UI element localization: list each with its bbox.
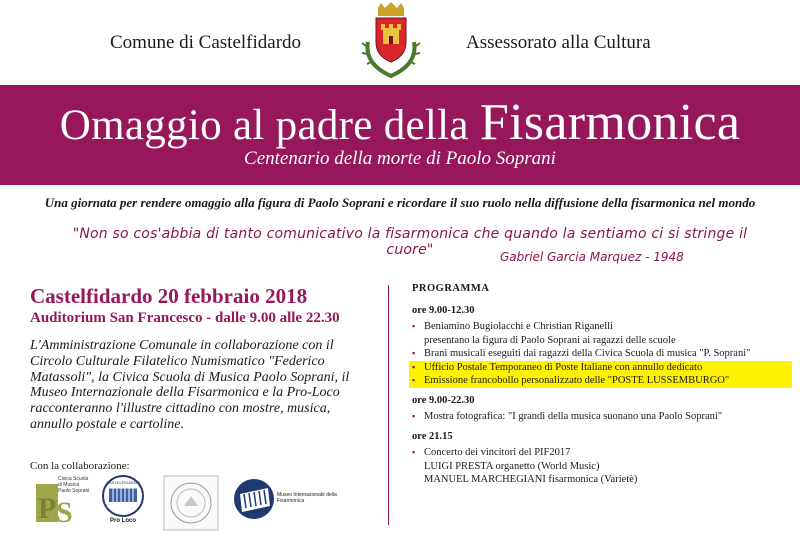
program-item-highlighted: ▪ Ufficio Postale Temporaneo di Poste Italiane con annullo dedicato: [409, 361, 792, 375]
assessorato-label: Assessorato alla Cultura: [466, 32, 651, 53]
tagline: Una giornata per rendere omaggio alla figura di Paolo Soprani e ricordare il suo ruolo nella diffusione della fisarmonica nel mondo: [44, 195, 756, 210]
program-item-continued: LUIGI PRESTA organetto (World Music): [424, 460, 600, 472]
program-item: ▪ Brani musicali eseguiti dai ragazzi della Civica Scuola di musica "P. Soprani": [412, 347, 792, 361]
page-subtitle: Centenario della morte di Paolo Soprani: [244, 148, 556, 169]
collaboration-label: Con la collaborazione:: [30, 460, 130, 472]
slot-time: ore 21.15: [412, 430, 453, 442]
music-school-logo: [34, 474, 90, 526]
comune-label: Comune di Castelfidardo: [110, 32, 302, 53]
svg-text:S: S: [56, 496, 73, 526]
event-place: Auditorium San Francesco - dalle 9.00 alle 22.30: [30, 310, 340, 326]
title-part-b: Fisarmonica: [479, 94, 741, 151]
program-item: ▪ Concerto dei vincitori del PIF2017: [412, 446, 792, 460]
program-item: ▪ Beniamino Bugiolacchi e Christian Riganelli: [412, 320, 792, 334]
program-item: ▪ Mostra fotografica: "I grandi della musica suonano una Paolo Soprani": [412, 410, 792, 424]
program-item-continued: presentano la figura di Paolo Soprani ai ragazzi delle scuole: [424, 334, 676, 346]
slot-time: ore 9.00-12.30: [412, 304, 475, 316]
title-part-a: Omaggio al padre della: [59, 102, 469, 149]
quote-text: "Non so cos'abbia di tanto comunicativo la fisarmonica che quando la sentiamo ci si stringe il cuore": [72, 226, 748, 258]
town-crest-icon: [358, 2, 424, 80]
music-school-logo-text: Civica Scuola di Musica Paolo Soprani: [58, 476, 90, 494]
program-item-highlighted: ▪ Emissione francobollo personalizzato delle "POSTE LUSSEMBURGO": [409, 374, 792, 388]
philatelic-circle-logo: [162, 474, 220, 532]
program-item-continued: MANUEL MARCHEGIANI fisarmonica (Varietè): [424, 474, 638, 485]
pro-loco-logo-top: CASTELFIDARDO: [106, 480, 140, 485]
quote-author: Gabriel Garcia Marquez - 1948: [500, 250, 684, 264]
pro-loco-logo: [97, 474, 149, 524]
svg-text:P: P: [38, 492, 57, 525]
program-slot-evening: [412, 430, 792, 487]
program-section: [412, 282, 792, 493]
slot-time: ore 9.00-22.30: [412, 394, 475, 406]
event-date-title: Castelfidardo 20 febbraio 2018: [30, 284, 308, 308]
event-description: L'Amministrazione Comunale in collaborazione con il Circolo Culturale Filatelico Numismatico "Federico Matassoli", la Civica Scuola di Musica Paolo Soprani, il Museo Internazionale della Fisarmonica e la Pro-Loco racconteranno l'illustre cittadino con mostre, musica, annullo postale e cartoline.: [30, 338, 350, 432]
column-divider: [388, 285, 389, 525]
accordion-museum-logo: [232, 474, 337, 524]
program-heading: PROGRAMMA: [412, 283, 490, 294]
accordion-museum-logo-text: Museo Internazionale della Fisarmonica: [277, 492, 337, 504]
pro-loco-logo-label: Pro Loco: [109, 518, 137, 524]
page-title: [0, 93, 800, 152]
program-slot-morning: [412, 304, 792, 388]
program-slot-allday: [412, 394, 792, 424]
